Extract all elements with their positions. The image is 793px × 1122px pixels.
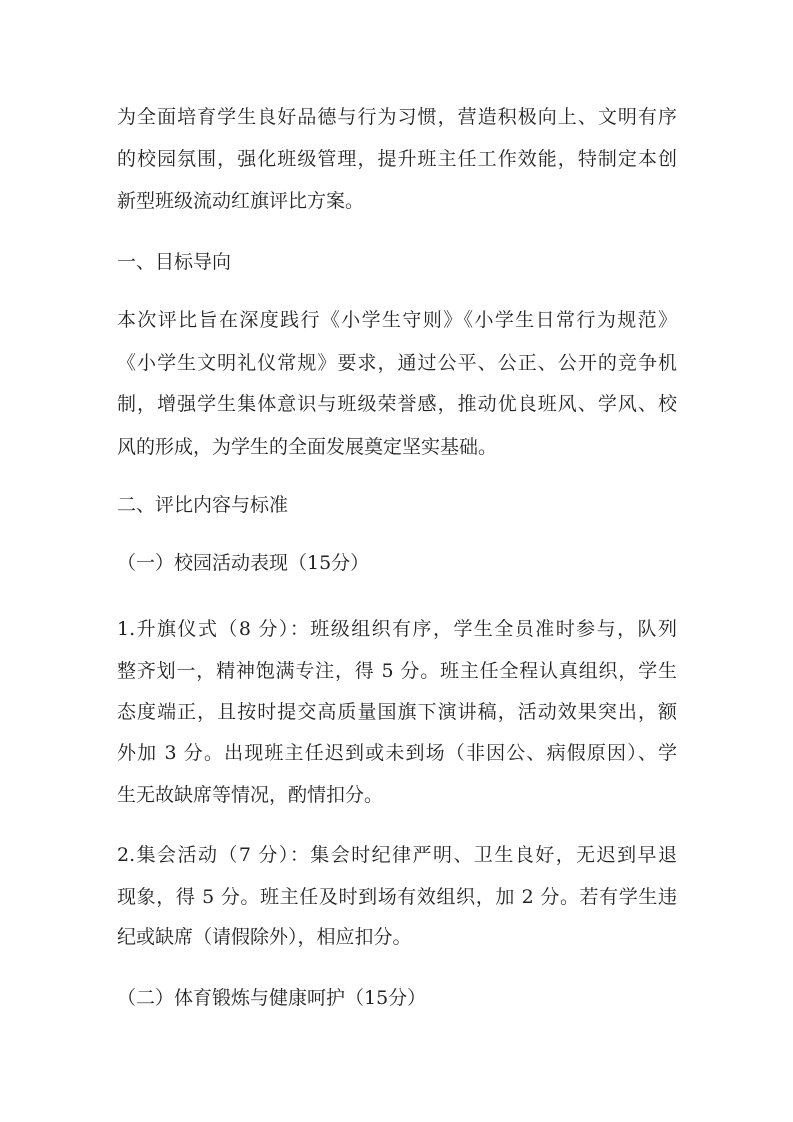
intro-line: 为全面培育学生良好品德与行为习惯，营造积极向上、文明有序	[117, 106, 677, 128]
paragraph-line: 《小学生文明礼仪常规》要求，通过公平、公正、公开的竞争机	[117, 352, 677, 374]
section-heading: 一、目标导向	[117, 251, 232, 273]
paragraph-line: 态度端正，且按时提交高质量国旗下演讲稿，活动效果突出，额	[117, 701, 677, 723]
section-heading: 二、评比内容与标准	[117, 494, 289, 516]
subsection-heading: （二）体育锻炼与健康呵护（15分）	[117, 987, 427, 1009]
paragraph-line: 本次评比旨在深度践行《小学生守则》《小学生日常行为规范》	[117, 309, 677, 331]
paragraph-line: 整齐划一，精神饱满专注，得 5 分。班主任全程认真组织，学生	[117, 660, 677, 682]
intro-line: 的校园氛围，强化班级管理，提升班主任工作效能，特制定本创	[117, 148, 677, 170]
paragraph-line: 生无故缺席等情况，酌情扣分。	[117, 784, 384, 806]
subsection-heading: （一）校园活动表现（15分）	[117, 552, 370, 574]
paragraph-line: 1.升旗仪式（8 分）：班级组织有序，学生全员准时参与，队列	[117, 618, 677, 640]
paragraph-line: 现象，得 5 分。班主任及时到场有效组织，加 2 分。若有学生违	[117, 886, 677, 908]
paragraph-line: 纪或缺席（请假除外），相应扣分。	[117, 926, 412, 948]
intro-line: 新型班级流动红旗评比方案。	[117, 190, 365, 212]
paragraph-line: 外加 3 分。出现班主任迟到或未到场（非因公、病假原因）、学	[117, 742, 677, 764]
paragraph-line: 2.集会活动（7 分）：集会时纪律严明、卫生良好，无迟到早退	[117, 844, 677, 866]
paragraph-line: 风的形成，为学生的全面发展奠定坚实基础。	[117, 436, 498, 458]
paragraph-line: 制，增强学生集体意识与班级荣誉感，推动优良班风、学风、校	[117, 393, 677, 415]
